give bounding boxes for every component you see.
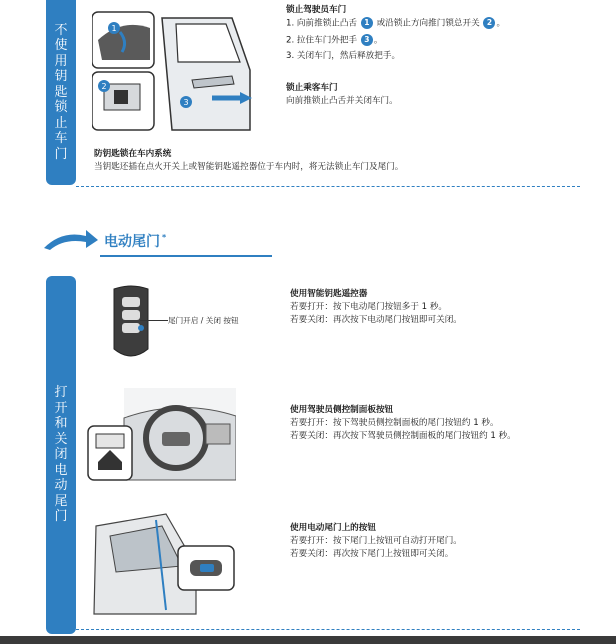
lock-driver-step1 [286,17,505,31]
lock-driver-step2 [286,34,505,48]
tab-char: 使 [54,38,68,54]
tailgate-button-callout: 尾门开启 / 关闭 按钮 [168,316,239,325]
tab-char: 车 [54,131,68,147]
step1-text-mid: 或沿锁止方向推门锁总开关 [376,18,480,29]
dash-panel-close: 若要关闭：再次按下驾驶员侧控制面板的尾门按钮约 1 秒。 [290,431,516,441]
section-title [104,231,166,251]
lock-passenger-heading: 锁止乘客车门 [286,83,338,93]
step1-text-end: 。 [496,18,506,29]
tab-char: 门 [54,509,68,525]
tab-char: 打 [54,385,68,401]
tab-char: 门 [54,146,68,162]
remote-heading: 使用智能钥匙遥控器 [290,289,368,299]
tab-char: 关 [54,431,68,447]
dash-panel-heading: 使用驾驶员侧控制面板按钮 [290,405,394,415]
door-lock-illustration [92,10,254,138]
page-footer-bar [0,636,616,644]
svg-text:1: 1 [111,24,117,33]
section-arrow-icon [42,226,98,254]
tab-char: 不 [54,22,68,38]
section-title-underline [100,255,272,257]
remote-block [290,288,462,327]
tab-char: 闭 [54,447,68,463]
tailgate-button-heading: 使用电动尾门上的按钮 [290,523,376,533]
tailgate-button-open: 若要打开：按下尾门上按钮可自动打开尾门。 [290,536,462,546]
lock-driver-step3: 3. 关闭车门，然后释放把手。 [286,51,401,61]
svg-text:3: 3 [183,98,189,107]
section-divider-bottom [76,629,580,630]
tab-char: 尾 [54,493,68,509]
side-tab-power-tailgate [46,276,76,634]
section-title-text: 电动尾门 [104,234,160,250]
section-divider [76,186,580,187]
step2-text-end: 。 [373,35,383,45]
step2-text: 2. 拉住车门外把手 [286,35,358,45]
step-badge-1: 1 [361,17,373,29]
key-lockout-body: 当钥匙还插在点火开关上或智能钥匙遥控器位于车内时，将无法锁止车门及尾门。 [94,162,404,172]
tab-char: 用 [54,53,68,69]
dash-panel-block [290,404,516,443]
key-lockout-block [94,148,403,174]
lock-driver-door-block [286,4,505,63]
tab-char: 钥 [54,69,68,85]
tab-char: 和 [54,416,68,432]
tab-char: 止 [54,115,68,131]
step1-text: 1. 向前推锁止凸舌 [286,18,358,29]
step-badge-3: 3 [361,34,373,46]
lock-passenger-body: 向前推锁止凸舌并关闭车门。 [286,96,398,106]
tab-char: 动 [54,478,68,494]
remote-close: 若要关闭：再次按下电动尾门按钮即可关闭。 [290,315,462,325]
svg-text:2: 2 [101,82,107,91]
key-lockout-heading: 防钥匙锁在车内系统 [94,149,172,159]
callout-line [140,320,168,321]
dash-panel-open: 若要打开：按下驾驶员侧控制面板的尾门按钮约 1 秒。 [290,418,499,428]
tailgate-illustration [86,506,236,616]
tab-char: 锁 [54,100,68,116]
lock-passenger-block [286,82,398,108]
dashboard-illustration [86,388,236,486]
tailgate-button-block [290,522,462,561]
step-badge-2: 2 [483,17,495,29]
lock-driver-heading: 锁止驾驶员车门 [286,5,347,15]
tailgate-button-close: 若要关闭：再次按下尾门上按钮即可关闭。 [290,549,454,559]
tab-char: 电 [54,462,68,478]
section-title-mark: * [162,233,167,243]
tab-char: 匙 [54,84,68,100]
tab-char: 开 [54,400,68,416]
remote-open: 若要打开：按下电动尾门按钮多于 1 秒。 [290,302,448,312]
side-tab-lock-without-key [46,0,76,185]
smart-key-illustration [108,283,154,363]
